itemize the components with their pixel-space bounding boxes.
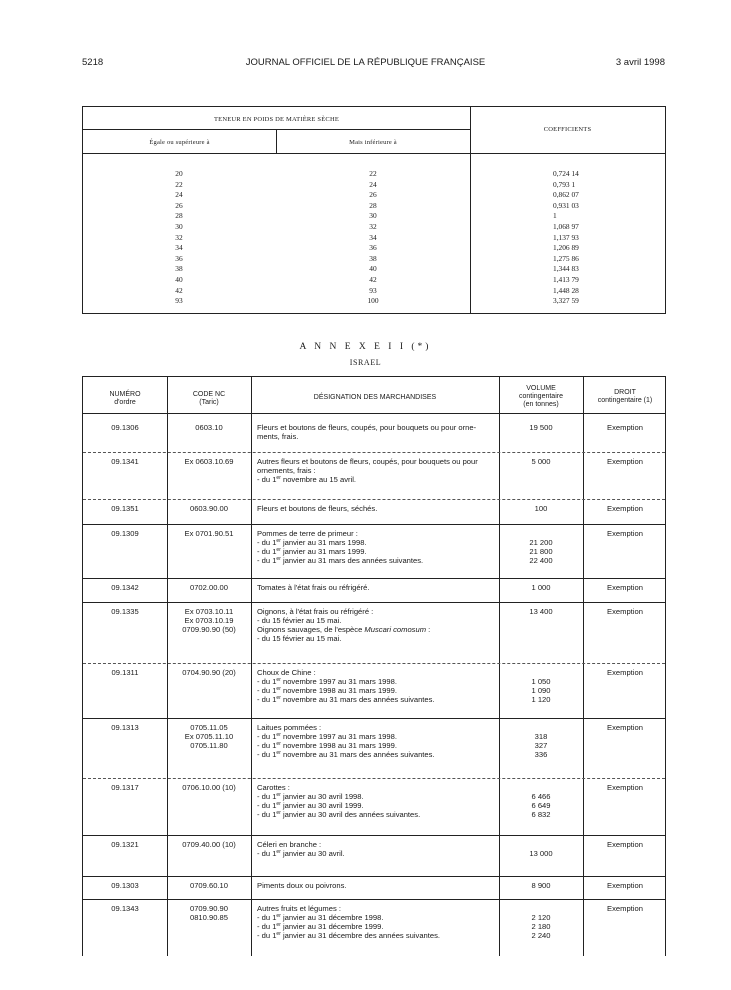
volume-header: VOLUME contingentaire (en tonnes) [519,385,563,408]
column-divider [251,377,252,956]
nc-code: Ex 0703.10.11 [184,607,234,616]
duty-cell: Exemption [607,457,643,466]
designation-line: Fleurs et boutons de fleurs, séchés. [257,504,378,513]
min-value-cell: 32 [175,232,183,242]
coefficient-cell: 1,448 28 [553,285,579,295]
duty-cell: Exemption [607,504,643,513]
designation-cell [257,423,497,441]
designation-cell [257,668,497,704]
duty-cell: Exemption [607,881,643,890]
designation-line: - du 1er novembre 1998 au 31 mars 1999. [257,741,397,750]
duty-cell: Exemption [607,904,643,913]
nc-code-cell [167,723,251,750]
min-value-cell: 22 [175,179,183,189]
nc-code: 0704.90.90 (20) [182,668,236,677]
nc-code-cell [167,607,251,634]
volume-value: 13 400 [529,607,553,616]
designation-line: Oignons sauvages, de l'espèce Muscari comosum : [257,625,431,634]
row-separator [83,499,665,500]
designation-cell [257,840,497,858]
nc-code-cell [167,668,251,677]
designation-header: DÉSIGNATION DES MARCHANDISES [313,394,437,401]
designation-cell [257,583,497,592]
annex-title: A N N E X E I I (*) [299,342,432,352]
code-header: CODE NC (Taric) [192,391,226,406]
nc-code: 0603.10 [195,423,223,432]
min-value-cell: 42 [175,285,183,295]
row-separator [83,524,665,525]
max-value-cell: 38 [369,253,377,263]
designation-line: - du 1er janvier au 30 avril. [257,849,345,858]
nc-code: 0709.90.90 (50) [182,625,236,634]
volume-value [499,529,583,538]
nc-code: 0810.90.85 [189,913,228,922]
duty-cell: Exemption [607,607,643,616]
volume-value: 318 [534,732,548,741]
designation-cell [257,607,497,643]
coefficient-cell: 1,137 93 [553,232,579,242]
min-column-header: Égale ou supérieure à [149,139,210,146]
volume-value: 1 000 [531,583,551,592]
coefficient-cell: 1,344 83 [553,264,579,274]
volume-value: 2 180 [531,922,551,931]
volume-value: 6 832 [531,810,551,819]
coefficient-cell: 0,862 07 [553,190,579,200]
volume-value: 100 [534,504,548,513]
coefficient-cell: 0,793 1 [553,179,576,189]
coefficient-cell: 1,206 89 [553,243,579,253]
nc-code-cell [167,904,251,922]
max-value-cell: 22 [369,169,377,178]
designation-line: Choux de Chine : [257,668,316,677]
row-separator [83,876,665,877]
volume-value [499,904,583,913]
designation-cell [257,504,497,513]
volume-cell [499,583,583,592]
designation-line: - du 1er novembre 1997 au 31 mars 1998. [257,732,397,741]
volume-value: 336 [534,750,548,759]
nc-code: Ex 0603.10.69 [184,457,234,466]
nc-code: 0702.00.00 [189,583,228,592]
nc-code-cell [167,783,251,792]
designation-line: ornements, frais : [257,466,316,475]
volume-cell [499,783,583,819]
nc-code-cell [167,423,251,432]
designation-line: Autres fruits et légumes : [257,904,341,913]
designation-line: - du 1er janvier au 30 avril 1999. [257,801,364,810]
max-value-cell: 26 [369,190,377,200]
order-number: 09.1309 [111,529,139,538]
duty-cell: Exemption [607,783,643,792]
row-separator [83,718,665,719]
row-separator [83,778,665,779]
designation-line: - du 1er janvier au 31 décembre 1999. [257,922,384,931]
designation-cell [257,881,497,890]
nc-code: 0706.10.00 (10) [182,783,236,792]
min-value-cell: 34 [175,243,183,253]
designation-line: - du 1er novembre au 15 avril. [257,475,357,484]
order-number: 09.1321 [111,840,139,849]
nc-code: Ex 0703.10.19 [184,616,234,625]
header-bottom-line [83,153,665,154]
volume-cell [499,504,583,513]
max-value-cell: 93 [369,285,377,295]
row-separator [83,602,665,603]
min-value-cell: 40 [175,274,183,284]
volume-cell [499,529,583,565]
designation-line: Autres fleurs et boutons de fleurs, coupés, pour bouquets ou pour [257,457,478,466]
nc-code: 0709.60.10 [189,881,228,890]
max-value-cell: 32 [369,221,377,231]
order-number: 09.1343 [111,904,139,913]
designation-line: - du 1er novembre 1997 au 31 mars 1998. [257,677,397,686]
duty-cell: Exemption [607,840,643,849]
volume-value [499,783,583,792]
volume-value: 1 050 [531,677,551,686]
volume-value: 6 466 [531,792,551,801]
volume-value: 22 400 [529,556,553,565]
min-values-column [149,169,209,307]
max-column-header: Mais inférieure à [349,139,397,146]
volume-value: 19 500 [529,423,553,432]
designation-line: - du 1er janvier au 31 décembre 1998. [257,913,384,922]
volume-value [499,668,583,677]
nc-code: Ex 0705.11.10 [184,732,234,741]
designation-line: Céleri en branche : [257,840,322,849]
volume-value: 5 000 [531,457,551,466]
max-value-cell: 36 [369,243,377,253]
coefficients-header: COEFFICIENTS [543,126,592,133]
min-value-cell: 36 [175,253,183,263]
volume-cell [499,457,583,466]
num-header: NUMÉRO d'ordre [109,391,141,406]
order-number: 09.1317 [111,783,139,792]
designation-line: Carottes : [257,783,290,792]
designation-line: - du 1er janvier au 31 décembre des années suivantes. [257,931,441,940]
designation-line: ments, frais. [257,432,299,441]
order-number: 09.1341 [111,457,139,466]
max-value-cell: 28 [369,200,377,210]
nc-code-cell [167,529,251,538]
designation-line: - du 1er janvier au 30 avril 1998. [257,792,364,801]
order-number: 09.1335 [111,607,139,616]
coefficient-cell: 1,413 79 [553,274,579,284]
designation-line: - du 1er novembre au 31 mars des années suivantes. [257,695,435,704]
nc-code-cell [167,457,251,466]
volume-cell [499,881,583,890]
min-value-cell: 24 [175,190,183,200]
max-value-cell: 24 [369,179,377,189]
volume-cell [499,840,583,858]
publication-date: 3 avril 1998 [615,57,665,68]
designation-line: - du 15 février au 15 mai. [257,616,342,625]
volume-value [499,723,583,732]
min-value-cell: 20 [175,169,183,178]
designation-line: - du 1er janvier au 30 avril des années suivantes. [257,810,421,819]
duty-cell: Exemption [607,723,643,732]
designation-line: Oignons, à l'état frais ou réfrigéré : [257,607,374,616]
volume-cell [499,607,583,616]
dry-matter-header: TENEUR EN POIDS DE MATIÈRE SÈCHE [213,116,340,123]
nc-code: 0709.40.00 (10) [182,840,236,849]
order-number: 09.1306 [111,423,139,432]
min-value-cell: 38 [175,264,183,274]
volume-cell [499,904,583,940]
row-separator [83,578,665,579]
nc-code: 0705.11.80 [190,741,228,750]
header-bottom-line [83,413,665,414]
nc-code: 0705.11.05 [190,723,228,732]
order-number: 09.1342 [111,583,139,592]
coefficient-cell: 0,931 03 [553,200,579,210]
volume-value: 2 240 [531,931,551,940]
designation-line: - du 15 février au 15 mai. [257,634,342,643]
designation-line: Pommes de terre de primeur : [257,529,358,538]
designation-line: - du 1er janvier au 31 mars 1998. [257,538,367,547]
coefficient-values-column [553,169,613,307]
quota-table [82,376,666,956]
designation-line: - du 1er novembre 1998 au 31 mars 1999. [257,686,397,695]
volume-value: 21 200 [529,538,553,547]
volume-value: 2 120 [531,913,551,922]
volume-value: 13 000 [529,849,553,858]
volume-value: 1 090 [531,686,551,695]
column-divider [470,107,471,313]
designation-cell [257,783,497,819]
coefficient-cell: 0,724 14 [553,169,579,178]
coefficient-cell: 1,275 86 [553,253,579,263]
designation-cell [257,723,497,759]
nc-code-cell [167,840,251,849]
volume-value: 1 120 [531,695,551,704]
coefficient-cell: 1,068 97 [553,221,579,231]
nc-code: Ex 0701.90.51 [184,529,234,538]
page-number: 5218 [82,57,104,68]
order-number: 09.1311 [111,668,139,677]
coefficient-cell: 3,327 59 [553,296,579,306]
row-separator [83,835,665,836]
row-separator [83,899,665,900]
designation-cell [257,904,497,940]
designation-line: Tomates à l'état frais ou réfrigéré. [257,583,370,592]
row-separator [83,663,665,664]
volume-value [499,840,583,849]
nc-code-cell [167,583,251,592]
min-value-cell: 30 [175,221,183,231]
nc-code: 0603.90.00 [189,504,228,513]
volume-cell [499,668,583,704]
nc-code-cell [167,881,251,890]
duty-cell: Exemption [607,423,643,432]
max-value-cell: 34 [369,232,377,242]
max-value-cell: 42 [369,274,377,284]
designation-cell [257,457,497,484]
max-values-column [343,169,403,307]
min-value-cell: 26 [175,200,183,210]
duty-cell: Exemption [607,583,643,592]
volume-value: 6 649 [531,801,551,810]
order-number: 09.1303 [111,881,139,890]
volume-value: 8 900 [531,881,551,890]
designation-line: - du 1er janvier au 31 mars des années suivantes. [257,556,424,565]
designation-cell [257,529,497,565]
designation-line: Fleurs et boutons de fleurs, coupés, pour bouquets ou pour orne- [257,423,477,432]
annex-country: ISRAEL [349,358,382,367]
min-value-cell: 28 [175,211,183,221]
nc-code-cell [167,504,251,513]
volume-cell [499,723,583,759]
duty-header: DROIT contingentaire (1) [597,389,653,404]
coefficients-table [82,106,666,314]
designation-line: Laitues pommées : [257,723,322,732]
designation-line: Piments doux ou poivrons. [257,881,347,890]
min-value-cell: 93 [175,296,183,306]
order-number: 09.1351 [111,504,139,513]
max-value-cell: 40 [369,264,377,274]
volume-value: 327 [534,741,548,750]
volume-cell [499,423,583,432]
designation-line: - du 1er janvier au 31 mars 1999. [257,547,367,556]
journal-title: JOURNAL OFFICIEL DE LA RÉPUBLIQUE FRANÇAISE [245,57,486,68]
max-value-cell: 100 [367,296,379,306]
volume-value: 21 800 [529,547,553,556]
duty-cell: Exemption [607,668,643,677]
max-value-cell: 30 [369,211,377,221]
order-number: 09.1313 [111,723,139,732]
row-separator [83,452,665,453]
duty-cell: Exemption [607,529,643,538]
nc-code: 0709.90.90 [189,904,228,913]
coefficient-cell: 1 [553,211,557,221]
designation-line: - du 1er novembre au 31 mars des années suivantes. [257,750,435,759]
